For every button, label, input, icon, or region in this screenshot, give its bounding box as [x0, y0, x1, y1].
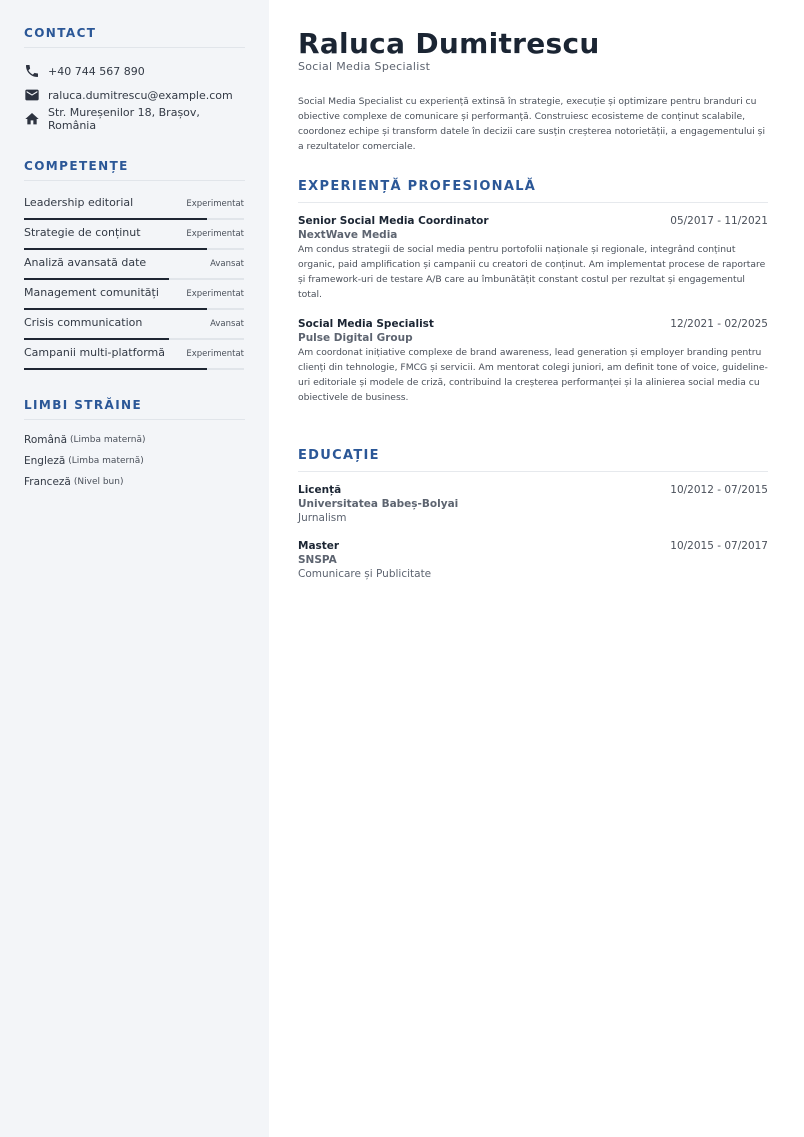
education-school: Universitatea Babeș-Bolyai: [298, 498, 459, 510]
skill-name: Management comunități: [24, 286, 159, 299]
contact-section: [24, 26, 245, 131]
skill-list: [24, 190, 245, 370]
education-dates: 10/2015 - 07/2017: [670, 540, 768, 552]
resume-header: [298, 28, 768, 154]
education-field: Jurnalism: [298, 512, 347, 524]
contact-email: [24, 83, 245, 107]
contact-list: [24, 59, 245, 131]
job-entry: [298, 215, 768, 302]
job-title: Social Media Specialist: [298, 318, 434, 330]
experience-heading: EXPERIENȚĂ PROFESIONALĂ: [298, 179, 768, 203]
skill-bar: [24, 368, 244, 370]
home-icon: [24, 111, 40, 127]
education-degree: Licență: [298, 484, 342, 496]
language-level: (Limba maternă): [68, 455, 144, 466]
skill-name: Analiză avansată date: [24, 256, 147, 269]
skill-level: Experimentat: [186, 229, 244, 239]
skill-item: [24, 220, 245, 250]
contact-address: [24, 107, 245, 131]
languages-heading: LIMBI STRĂINE: [24, 398, 245, 420]
skill-name: Leadership editorial: [24, 196, 134, 209]
address-text: Str. Mureșenilor 18, Brașov, România: [48, 106, 200, 132]
phone-icon: [24, 63, 40, 79]
email-text: raluca.dumitrescu@example.com: [48, 88, 233, 102]
skill-item: [24, 190, 245, 220]
sidebar: [0, 0, 269, 1137]
skill-item: [24, 280, 245, 310]
envelope-icon: [24, 87, 40, 103]
language-name: Engleză: [24, 454, 66, 467]
job-description: Am coordonat inițiative complexe de brand awareness, lead generation și employer branding pentru clienți din tehnologie, FMCG și servicii. Am mentorat colegi juniori, am definit tone of voice, guideline-uri editoriale și modele de criză, contribuind la creșterea performanței și la alinierea social media cu obiectivele de business.: [298, 347, 768, 403]
job-title: Senior Social Media Coordinator: [298, 215, 489, 227]
skills-heading: COMPETENȚE: [24, 159, 245, 181]
education-heading: EDUCAȚIE: [298, 448, 768, 472]
language-item: [24, 471, 245, 492]
skill-level: Experimentat: [186, 289, 244, 299]
person-name: Raluca Dumitrescu: [298, 27, 600, 60]
job-company: NextWave Media: [298, 229, 398, 241]
education-school: SNSPA: [298, 554, 337, 566]
language-level: (Nivel bun): [73, 476, 124, 487]
contact-phone: [24, 59, 245, 83]
skill-level: Avansat: [210, 259, 244, 269]
contact-heading: CONTACT: [24, 26, 245, 48]
language-level: (Limba maternă): [70, 434, 146, 445]
skill-level: Experimentat: [186, 349, 244, 359]
education-entry: [298, 540, 768, 580]
skill-level: Avansat: [210, 319, 244, 329]
job-entry: [298, 318, 768, 405]
skill-name: Crisis communication: [24, 316, 143, 329]
job-dates: 05/2017 - 11/2021: [670, 215, 768, 227]
language-list: [24, 429, 245, 492]
education-section: [298, 448, 768, 580]
profile-summary: Social Media Specialist cu experiență extinsă în strategie, execuție și optimizare pentru branduri cu obiective complexe de comunicare și performanță. Construiesc ecosisteme de conținut scalabile, coordonez echipe și transform datele în decizii care susțin creșterea notorietății, a engagementului și a rezultatelor comerciale.: [298, 96, 766, 152]
skill-name: Campanii multi-platformă: [24, 346, 166, 359]
language-item: [24, 429, 245, 450]
skill-name: Strategie de conținut: [24, 226, 141, 239]
phone-text: +40 744 567 890: [48, 64, 145, 78]
education-entry: [298, 484, 768, 524]
language-item: [24, 450, 245, 471]
skill-item: [24, 310, 245, 340]
skill-item: [24, 250, 245, 280]
person-role: Social Media Specialist: [298, 60, 431, 73]
language-name: Franceză: [24, 475, 71, 488]
experience-section: [298, 179, 768, 405]
languages-section: [24, 398, 245, 492]
job-dates: 12/2021 - 02/2025: [670, 318, 768, 330]
skill-level: Experimentat: [186, 199, 244, 209]
education-dates: 10/2012 - 07/2015: [670, 484, 768, 496]
education-degree: Master: [298, 540, 340, 552]
skill-bar-fill: [24, 368, 207, 370]
education-field: Comunicare și Publicitate: [298, 568, 432, 580]
job-company: Pulse Digital Group: [298, 332, 413, 344]
main-content: [269, 0, 804, 1137]
language-name: Română: [24, 433, 67, 446]
skill-item: [24, 340, 245, 370]
job-description: Am condus strategii de social media pentru portofolii naționale și regionale, integrând conținut organic, paid amplification și campanii cu creatori de conținut. Am implementat procese de raportare și framework-uri de testare A/B care au îmbunătățit constant costul per rezultat și engagementul total.: [298, 244, 766, 300]
skills-section: [24, 159, 245, 370]
